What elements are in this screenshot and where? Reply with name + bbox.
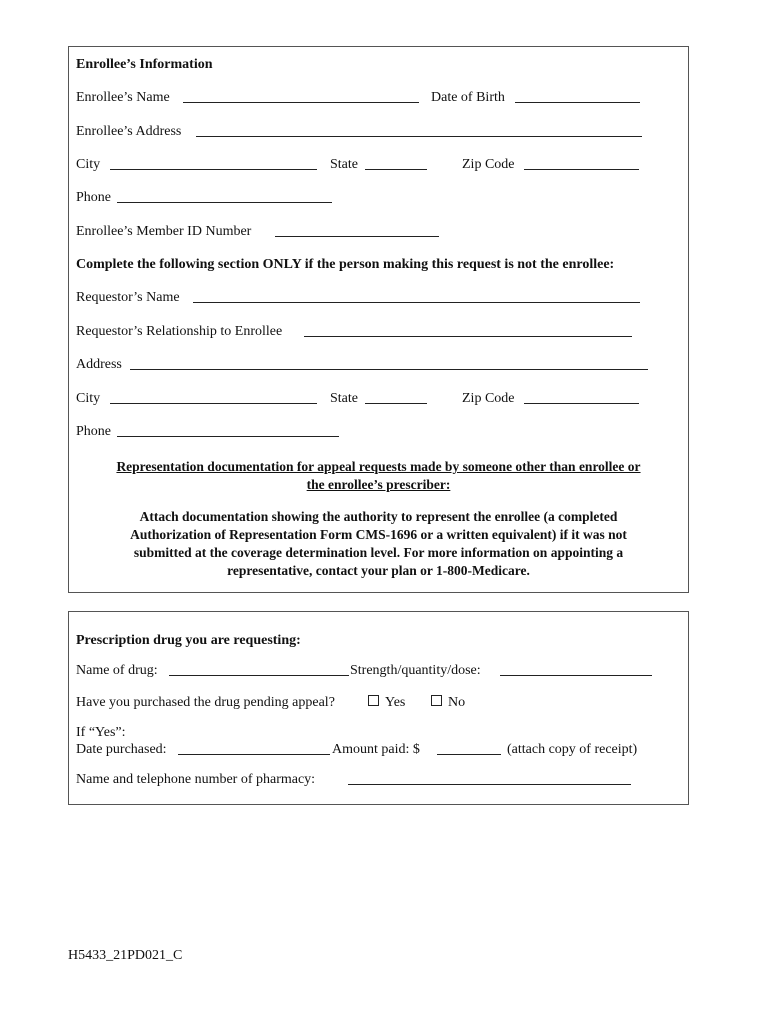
enrollee-zip-field[interactable] bbox=[524, 169, 639, 170]
enrollee-city-label: City bbox=[76, 157, 101, 172]
purchased-question: Have you purchased the drug pending appeal? bbox=[76, 695, 335, 710]
prescription-drug-section bbox=[68, 611, 689, 805]
enrollee-phone-field[interactable] bbox=[117, 202, 332, 203]
requestor-name-field[interactable] bbox=[193, 302, 640, 303]
amount-paid-label: Amount paid: $ bbox=[332, 742, 420, 757]
date-purchased-field[interactable] bbox=[178, 754, 330, 755]
strength-label: Strength/quantity/dose: bbox=[350, 663, 481, 678]
representation-body-line4: representative, contact your plan or 1-800-Medicare. bbox=[227, 563, 530, 578]
yes-checkbox[interactable] bbox=[368, 695, 379, 706]
requestor-zip-field[interactable] bbox=[524, 403, 639, 404]
requestor-phone-field[interactable] bbox=[117, 436, 339, 437]
enrollee-zip-label: Zip Code bbox=[462, 157, 515, 172]
requestor-city-label: City bbox=[76, 391, 101, 406]
enrollee-state-label: State bbox=[330, 157, 358, 172]
requestor-state-label: State bbox=[330, 391, 358, 406]
representation-heading-line1: Representation documentation for appeal requests made by someone other than enrollee or bbox=[116, 459, 641, 474]
requestor-address-label: Address bbox=[76, 357, 122, 372]
pharmacy-field[interactable] bbox=[348, 784, 631, 785]
if-yes-label: If “Yes”: bbox=[76, 725, 126, 740]
member-id-label: Enrollee’s Member ID Number bbox=[76, 224, 252, 239]
receipt-note: (attach copy of receipt) bbox=[507, 742, 638, 757]
enrollee-name-field[interactable] bbox=[183, 102, 419, 103]
representation-body-line2: Authorization of Representation Form CMS-1696 or a written equivalent) if it was not bbox=[130, 527, 627, 542]
enrollee-city-field[interactable] bbox=[110, 169, 317, 170]
strength-field[interactable] bbox=[500, 675, 652, 676]
representation-body-line1: Attach documentation showing the authority to represent the enrollee (a completed bbox=[139, 509, 618, 524]
yes-option[interactable] bbox=[368, 695, 405, 711]
no-label: No bbox=[448, 695, 466, 710]
representation-heading-line2: the enrollee’s prescriber: bbox=[306, 477, 451, 492]
enrollee-address-label: Enrollee’s Address bbox=[76, 124, 182, 139]
drug-heading: Prescription drug you are requesting: bbox=[76, 633, 301, 648]
pharmacy-label: Name and telephone number of pharmacy: bbox=[76, 772, 316, 787]
enrollee-address-field[interactable] bbox=[196, 136, 642, 137]
enrollee-state-field[interactable] bbox=[365, 169, 427, 170]
relationship-label: Requestor’s Relationship to Enrollee bbox=[76, 324, 283, 339]
member-id-field[interactable] bbox=[275, 236, 439, 237]
dob-label: Date of Birth bbox=[431, 90, 505, 105]
no-option[interactable] bbox=[431, 695, 465, 711]
requestor-phone-label: Phone bbox=[76, 424, 111, 439]
representation-body-line3: submitted at the coverage determination level. For more information on appointing a bbox=[133, 545, 624, 560]
relationship-field[interactable] bbox=[304, 336, 632, 337]
drug-name-field[interactable] bbox=[169, 675, 349, 676]
requestor-state-field[interactable] bbox=[365, 403, 427, 404]
date-purchased-label: Date purchased: bbox=[76, 742, 167, 757]
enrollee-information-section bbox=[68, 46, 689, 593]
yes-label: Yes bbox=[385, 695, 406, 710]
form-code-footer: H5433_21PD021_C bbox=[68, 948, 183, 963]
dob-field[interactable] bbox=[515, 102, 640, 103]
requestor-name-label: Requestor’s Name bbox=[76, 290, 180, 305]
enrollee-heading: Enrollee’s Information bbox=[76, 57, 213, 72]
requestor-zip-label: Zip Code bbox=[462, 391, 515, 406]
no-checkbox[interactable] bbox=[431, 695, 442, 706]
requestor-address-field[interactable] bbox=[130, 369, 648, 370]
enrollee-name-label: Enrollee’s Name bbox=[76, 90, 170, 105]
amount-paid-field[interactable] bbox=[437, 754, 501, 755]
enrollee-phone-label: Phone bbox=[76, 190, 111, 205]
requestor-city-field[interactable] bbox=[110, 403, 317, 404]
drug-name-label: Name of drug: bbox=[76, 663, 158, 678]
requestor-instruction: Complete the following section ONLY if the person making this request is not the enrollee: bbox=[76, 257, 615, 272]
